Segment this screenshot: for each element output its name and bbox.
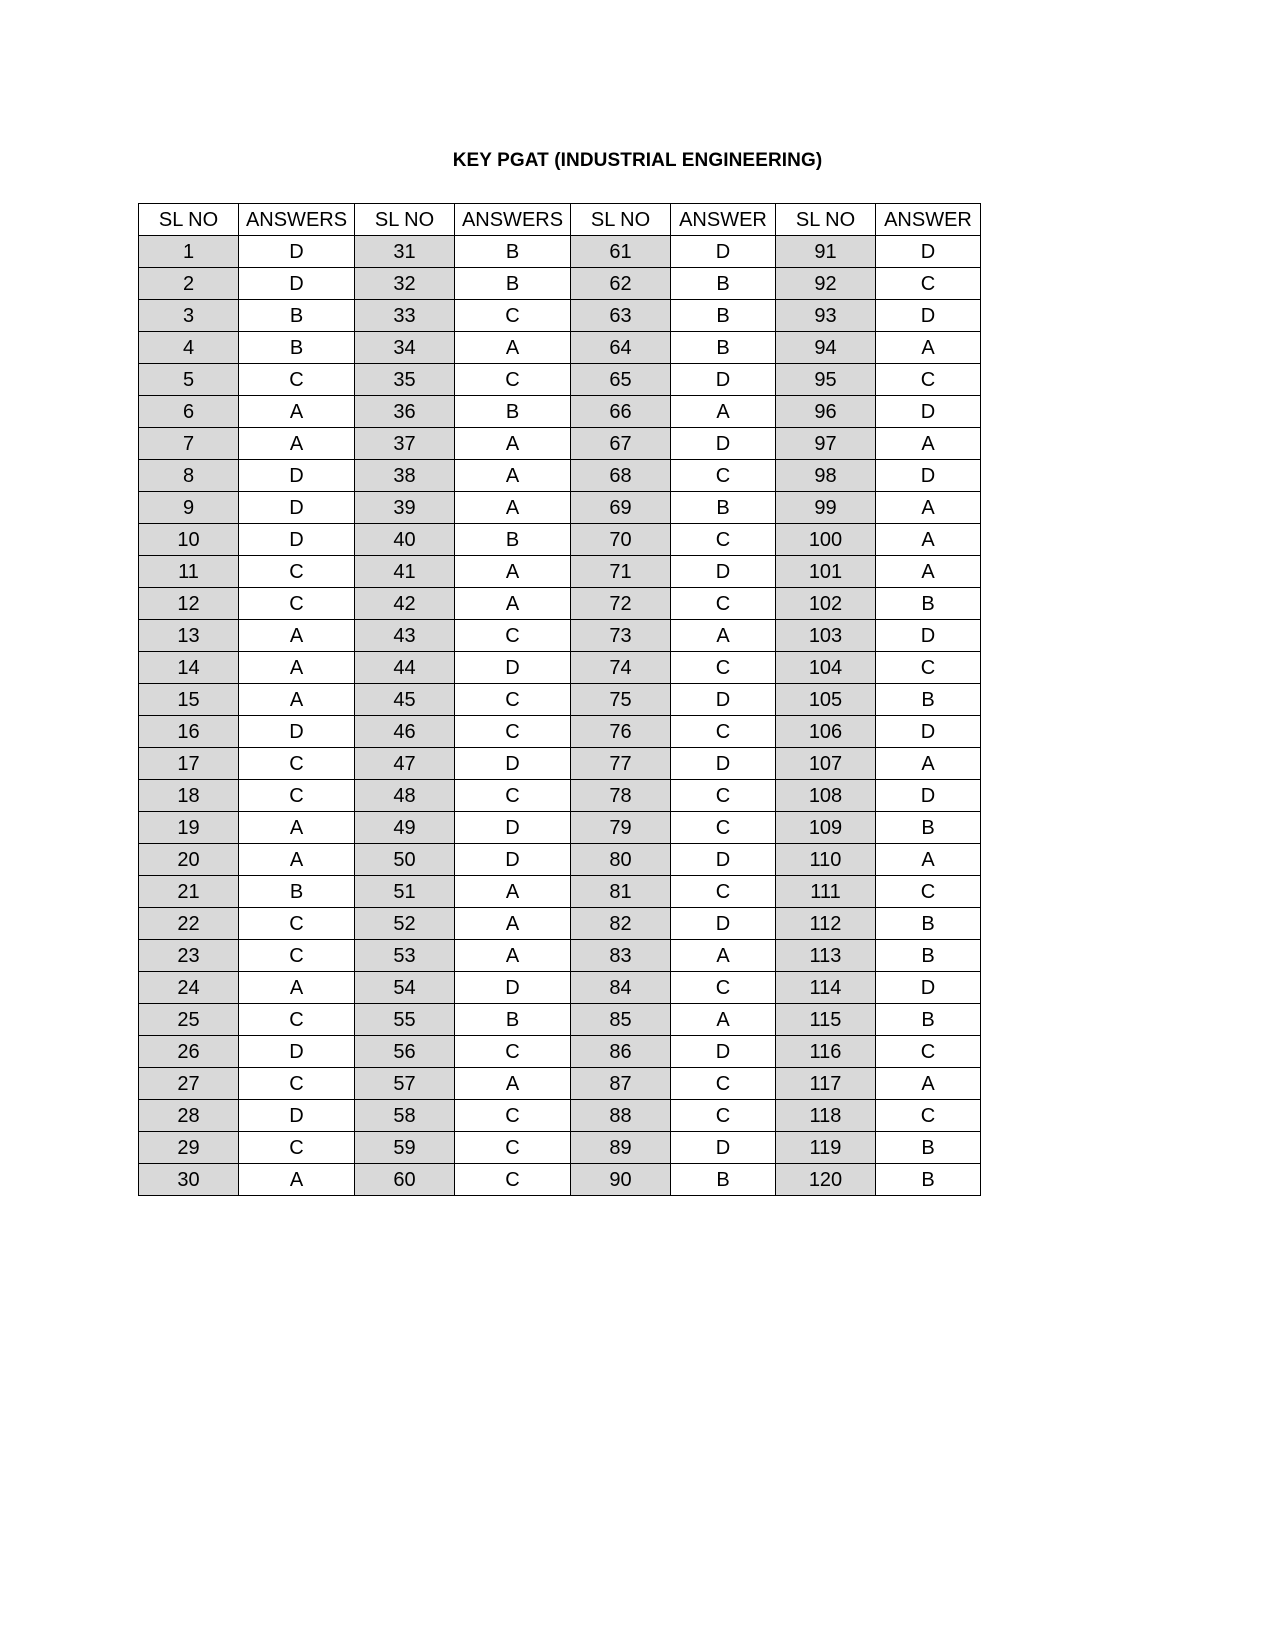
table-row	[139, 908, 981, 940]
answer-cell: D	[671, 844, 776, 876]
sl-no-cell: 113	[776, 940, 876, 972]
sl-no-cell: 71	[571, 556, 671, 588]
table-row	[139, 268, 981, 300]
sl-no-cell: 110	[776, 844, 876, 876]
answer-cell: B	[455, 1004, 571, 1036]
sl-no-cell: 32	[355, 268, 455, 300]
sl-no-cell: 41	[355, 556, 455, 588]
sl-no-cell: 30	[139, 1164, 239, 1196]
answer-cell: A	[876, 844, 981, 876]
sl-no-cell: 58	[355, 1100, 455, 1132]
answer-key-table	[138, 203, 981, 1196]
sl-no-cell: 64	[571, 332, 671, 364]
answer-cell: A	[239, 652, 355, 684]
sl-no-cell: 97	[776, 428, 876, 460]
sl-no-cell: 40	[355, 524, 455, 556]
table-row	[139, 780, 981, 812]
answer-cell: D	[671, 1036, 776, 1068]
answer-cell: D	[671, 748, 776, 780]
answer-cell: D	[239, 460, 355, 492]
table-row	[139, 1164, 981, 1196]
answer-cell: B	[239, 332, 355, 364]
answer-cell: B	[876, 1004, 981, 1036]
sl-no-cell: 79	[571, 812, 671, 844]
sl-no-cell: 69	[571, 492, 671, 524]
sl-no-cell: 23	[139, 940, 239, 972]
sl-no-cell: 88	[571, 1100, 671, 1132]
table-row	[139, 812, 981, 844]
answer-cell: D	[671, 556, 776, 588]
answer-cell: A	[455, 460, 571, 492]
sl-no-cell: 87	[571, 1068, 671, 1100]
sl-no-cell: 92	[776, 268, 876, 300]
header-row	[139, 204, 981, 236]
sl-no-cell: 105	[776, 684, 876, 716]
sl-no-cell: 111	[776, 876, 876, 908]
sl-no-cell: 62	[571, 268, 671, 300]
sl-no-cell: 37	[355, 428, 455, 460]
answer-cell: A	[455, 588, 571, 620]
sl-no-cell: 112	[776, 908, 876, 940]
answer-cell: B	[876, 588, 981, 620]
sl-no-cell: 29	[139, 1132, 239, 1164]
answer-cell: C	[671, 460, 776, 492]
answer-cell: D	[239, 268, 355, 300]
answer-cell: D	[876, 396, 981, 428]
answer-cell: C	[239, 940, 355, 972]
sl-no-cell: 117	[776, 1068, 876, 1100]
table-row	[139, 652, 981, 684]
answer-cell: D	[876, 236, 981, 268]
answer-cell: B	[671, 1164, 776, 1196]
sl-no-cell: 78	[571, 780, 671, 812]
answer-cell: A	[239, 812, 355, 844]
answer-cell: A	[455, 876, 571, 908]
answer-header-1: ANSWERS	[239, 204, 355, 236]
sl-no-cell: 77	[571, 748, 671, 780]
answer-header-2: ANSWERS	[455, 204, 571, 236]
answer-cell: D	[455, 844, 571, 876]
sl-no-cell: 98	[776, 460, 876, 492]
sl-no-cell: 27	[139, 1068, 239, 1100]
answer-cell: A	[239, 844, 355, 876]
sl-no-cell: 103	[776, 620, 876, 652]
answer-cell: A	[239, 972, 355, 1004]
sl-no-cell: 48	[355, 780, 455, 812]
answer-cell: C	[671, 812, 776, 844]
sl-no-cell: 55	[355, 1004, 455, 1036]
table-row	[139, 460, 981, 492]
answer-cell: B	[671, 332, 776, 364]
sl-no-cell: 49	[355, 812, 455, 844]
table-row	[139, 396, 981, 428]
answer-cell: C	[239, 908, 355, 940]
answer-cell: B	[239, 300, 355, 332]
sl-no-header-2: SL NO	[355, 204, 455, 236]
sl-no-cell: 46	[355, 716, 455, 748]
answer-cell: C	[671, 588, 776, 620]
sl-no-cell: 115	[776, 1004, 876, 1036]
sl-no-cell: 35	[355, 364, 455, 396]
table-row	[139, 1068, 981, 1100]
sl-no-cell: 91	[776, 236, 876, 268]
sl-no-cell: 57	[355, 1068, 455, 1100]
sl-no-cell: 12	[139, 588, 239, 620]
sl-no-cell: 118	[776, 1100, 876, 1132]
answer-cell: A	[876, 428, 981, 460]
sl-no-cell: 81	[571, 876, 671, 908]
answer-cell: A	[455, 556, 571, 588]
sl-no-cell: 74	[571, 652, 671, 684]
sl-no-cell: 66	[571, 396, 671, 428]
answer-cell: A	[876, 492, 981, 524]
page-title: KEY PGAT (INDUSTRIAL ENGINEERING)	[452, 150, 823, 171]
answer-cell: C	[455, 364, 571, 396]
table-row	[139, 300, 981, 332]
sl-no-cell: 80	[571, 844, 671, 876]
sl-no-cell: 119	[776, 1132, 876, 1164]
table-row	[139, 684, 981, 716]
answer-cell: A	[239, 620, 355, 652]
sl-no-cell: 50	[355, 844, 455, 876]
answer-cell: A	[876, 524, 981, 556]
sl-no-cell: 100	[776, 524, 876, 556]
sl-no-cell: 72	[571, 588, 671, 620]
table-row	[139, 620, 981, 652]
answer-cell: D	[455, 652, 571, 684]
table-body	[139, 236, 981, 1196]
sl-no-cell: 16	[139, 716, 239, 748]
answer-cell: C	[239, 588, 355, 620]
answer-cell: C	[239, 556, 355, 588]
sl-no-cell: 65	[571, 364, 671, 396]
sl-no-cell: 90	[571, 1164, 671, 1196]
sl-no-cell: 15	[139, 684, 239, 716]
sl-no-cell: 76	[571, 716, 671, 748]
sl-no-cell: 17	[139, 748, 239, 780]
answer-cell: A	[671, 940, 776, 972]
table-row	[139, 1132, 981, 1164]
sl-no-cell: 116	[776, 1036, 876, 1068]
answer-cell: B	[455, 396, 571, 428]
answer-cell: D	[239, 524, 355, 556]
sl-no-cell: 42	[355, 588, 455, 620]
answer-cell: B	[876, 1164, 981, 1196]
answer-cell: B	[455, 236, 571, 268]
sl-no-cell: 96	[776, 396, 876, 428]
answer-cell: D	[671, 236, 776, 268]
sl-no-cell: 54	[355, 972, 455, 1004]
sl-no-cell: 51	[355, 876, 455, 908]
table-row	[139, 1100, 981, 1132]
answer-cell: D	[671, 428, 776, 460]
answer-cell: B	[455, 524, 571, 556]
answer-cell: D	[876, 716, 981, 748]
answer-cell: A	[239, 428, 355, 460]
sl-no-cell: 61	[571, 236, 671, 268]
sl-no-cell: 43	[355, 620, 455, 652]
answer-cell: D	[239, 236, 355, 268]
answer-cell: C	[876, 1036, 981, 1068]
sl-no-cell: 106	[776, 716, 876, 748]
answer-cell: D	[876, 972, 981, 1004]
sl-no-cell: 114	[776, 972, 876, 1004]
answer-cell: C	[455, 620, 571, 652]
sl-no-cell: 108	[776, 780, 876, 812]
sl-no-cell: 14	[139, 652, 239, 684]
answer-cell: D	[671, 684, 776, 716]
sl-no-cell: 13	[139, 620, 239, 652]
sl-no-header-1: SL NO	[139, 204, 239, 236]
sl-no-cell: 104	[776, 652, 876, 684]
sl-no-cell: 52	[355, 908, 455, 940]
answer-cell: C	[455, 1132, 571, 1164]
table-row	[139, 524, 981, 556]
sl-no-cell: 26	[139, 1036, 239, 1068]
answer-cell: A	[455, 492, 571, 524]
answer-cell: C	[455, 1036, 571, 1068]
answer-cell: D	[455, 812, 571, 844]
sl-no-cell: 19	[139, 812, 239, 844]
answer-cell: B	[671, 268, 776, 300]
answer-cell: C	[671, 716, 776, 748]
answer-cell: A	[876, 556, 981, 588]
answer-cell: C	[239, 1004, 355, 1036]
answer-cell: A	[239, 1164, 355, 1196]
sl-no-cell: 89	[571, 1132, 671, 1164]
sl-no-cell: 21	[139, 876, 239, 908]
answer-cell: A	[455, 428, 571, 460]
sl-no-cell: 67	[571, 428, 671, 460]
sl-no-cell: 31	[355, 236, 455, 268]
answer-cell: C	[671, 652, 776, 684]
sl-no-header-4: SL NO	[776, 204, 876, 236]
answer-cell: C	[239, 1132, 355, 1164]
sl-no-cell: 5	[139, 364, 239, 396]
answer-cell: C	[239, 364, 355, 396]
sl-no-cell: 2	[139, 268, 239, 300]
answer-cell: B	[876, 940, 981, 972]
sl-no-cell: 3	[139, 300, 239, 332]
table-row	[139, 364, 981, 396]
answer-cell: C	[455, 1164, 571, 1196]
answer-cell: A	[876, 748, 981, 780]
sl-no-cell: 24	[139, 972, 239, 1004]
table-row	[139, 236, 981, 268]
sl-no-cell: 120	[776, 1164, 876, 1196]
sl-no-cell: 11	[139, 556, 239, 588]
answer-cell: B	[455, 268, 571, 300]
answer-cell: D	[671, 908, 776, 940]
sl-no-cell: 39	[355, 492, 455, 524]
answer-cell: C	[876, 268, 981, 300]
answer-cell: D	[455, 748, 571, 780]
answer-cell: C	[876, 876, 981, 908]
sl-no-cell: 59	[355, 1132, 455, 1164]
sl-no-cell: 33	[355, 300, 455, 332]
sl-no-cell: 22	[139, 908, 239, 940]
answer-cell: C	[239, 1068, 355, 1100]
answer-cell: A	[876, 1068, 981, 1100]
answer-cell: A	[455, 908, 571, 940]
sl-no-cell: 8	[139, 460, 239, 492]
answer-cell: B	[671, 300, 776, 332]
answer-cell: A	[455, 332, 571, 364]
answer-cell: D	[876, 300, 981, 332]
answer-cell: C	[239, 780, 355, 812]
sl-no-cell: 99	[776, 492, 876, 524]
table-row	[139, 1004, 981, 1036]
answer-header-4: ANSWER	[876, 204, 981, 236]
answer-cell: C	[671, 524, 776, 556]
answer-cell: C	[455, 684, 571, 716]
sl-no-cell: 45	[355, 684, 455, 716]
sl-no-cell: 82	[571, 908, 671, 940]
sl-no-cell: 56	[355, 1036, 455, 1068]
sl-no-cell: 47	[355, 748, 455, 780]
sl-no-cell: 20	[139, 844, 239, 876]
sl-no-cell: 102	[776, 588, 876, 620]
sl-no-cell: 10	[139, 524, 239, 556]
table-row	[139, 1036, 981, 1068]
sl-no-cell: 18	[139, 780, 239, 812]
answer-cell: D	[239, 716, 355, 748]
sl-no-cell: 4	[139, 332, 239, 364]
answer-cell: C	[671, 1068, 776, 1100]
sl-no-cell: 25	[139, 1004, 239, 1036]
answer-cell: D	[876, 460, 981, 492]
answer-cell: B	[239, 876, 355, 908]
table-row	[139, 876, 981, 908]
sl-no-cell: 38	[355, 460, 455, 492]
sl-no-cell: 7	[139, 428, 239, 460]
sl-no-cell: 36	[355, 396, 455, 428]
answer-cell: D	[239, 492, 355, 524]
sl-no-cell: 1	[139, 236, 239, 268]
table-row	[139, 492, 981, 524]
sl-no-cell: 63	[571, 300, 671, 332]
answer-cell: D	[671, 1132, 776, 1164]
answer-cell: A	[455, 1068, 571, 1100]
answer-cell: A	[239, 396, 355, 428]
answer-cell: A	[455, 940, 571, 972]
answer-cell: C	[239, 748, 355, 780]
answer-cell: D	[671, 364, 776, 396]
sl-no-cell: 109	[776, 812, 876, 844]
answer-cell: B	[876, 684, 981, 716]
table-row	[139, 332, 981, 364]
sl-no-cell: 86	[571, 1036, 671, 1068]
answer-cell: C	[876, 652, 981, 684]
answer-cell: C	[876, 1100, 981, 1132]
sl-no-cell: 95	[776, 364, 876, 396]
answer-cell: A	[239, 684, 355, 716]
answer-cell: B	[876, 812, 981, 844]
sl-no-cell: 53	[355, 940, 455, 972]
sl-no-cell: 85	[571, 1004, 671, 1036]
sl-no-cell: 107	[776, 748, 876, 780]
answer-cell: C	[455, 300, 571, 332]
answer-cell: C	[455, 780, 571, 812]
table-row	[139, 588, 981, 620]
sl-no-cell: 83	[571, 940, 671, 972]
sl-no-cell: 9	[139, 492, 239, 524]
answer-cell: D	[455, 972, 571, 1004]
table-row	[139, 972, 981, 1004]
table-row	[139, 844, 981, 876]
answer-cell: D	[239, 1036, 355, 1068]
sl-no-cell: 6	[139, 396, 239, 428]
answer-cell: D	[876, 620, 981, 652]
sl-no-cell: 94	[776, 332, 876, 364]
table-row	[139, 940, 981, 972]
answer-cell: A	[671, 396, 776, 428]
sl-no-cell: 28	[139, 1100, 239, 1132]
sl-no-cell: 60	[355, 1164, 455, 1196]
answer-cell: C	[455, 716, 571, 748]
answer-cell: B	[671, 492, 776, 524]
sl-no-cell: 101	[776, 556, 876, 588]
answer-cell: C	[671, 972, 776, 1004]
sl-no-cell: 73	[571, 620, 671, 652]
answer-header-3: ANSWER	[671, 204, 776, 236]
answer-cell: C	[671, 780, 776, 812]
answer-cell: B	[876, 908, 981, 940]
table-row	[139, 428, 981, 460]
answer-cell: D	[239, 1100, 355, 1132]
answer-cell: B	[876, 1132, 981, 1164]
table-row	[139, 748, 981, 780]
answer-cell: A	[671, 1004, 776, 1036]
answer-cell: C	[671, 876, 776, 908]
sl-no-header-3: SL NO	[571, 204, 671, 236]
table-header	[139, 204, 981, 236]
answer-cell: A	[876, 332, 981, 364]
answer-cell: D	[876, 780, 981, 812]
answer-cell: C	[671, 1100, 776, 1132]
sl-no-cell: 70	[571, 524, 671, 556]
answer-cell: C	[455, 1100, 571, 1132]
sl-no-cell: 44	[355, 652, 455, 684]
sl-no-cell: 93	[776, 300, 876, 332]
sl-no-cell: 84	[571, 972, 671, 1004]
table-row	[139, 556, 981, 588]
answer-cell: A	[671, 620, 776, 652]
sl-no-cell: 34	[355, 332, 455, 364]
answer-cell: C	[876, 364, 981, 396]
sl-no-cell: 68	[571, 460, 671, 492]
table-row	[139, 716, 981, 748]
sl-no-cell: 75	[571, 684, 671, 716]
